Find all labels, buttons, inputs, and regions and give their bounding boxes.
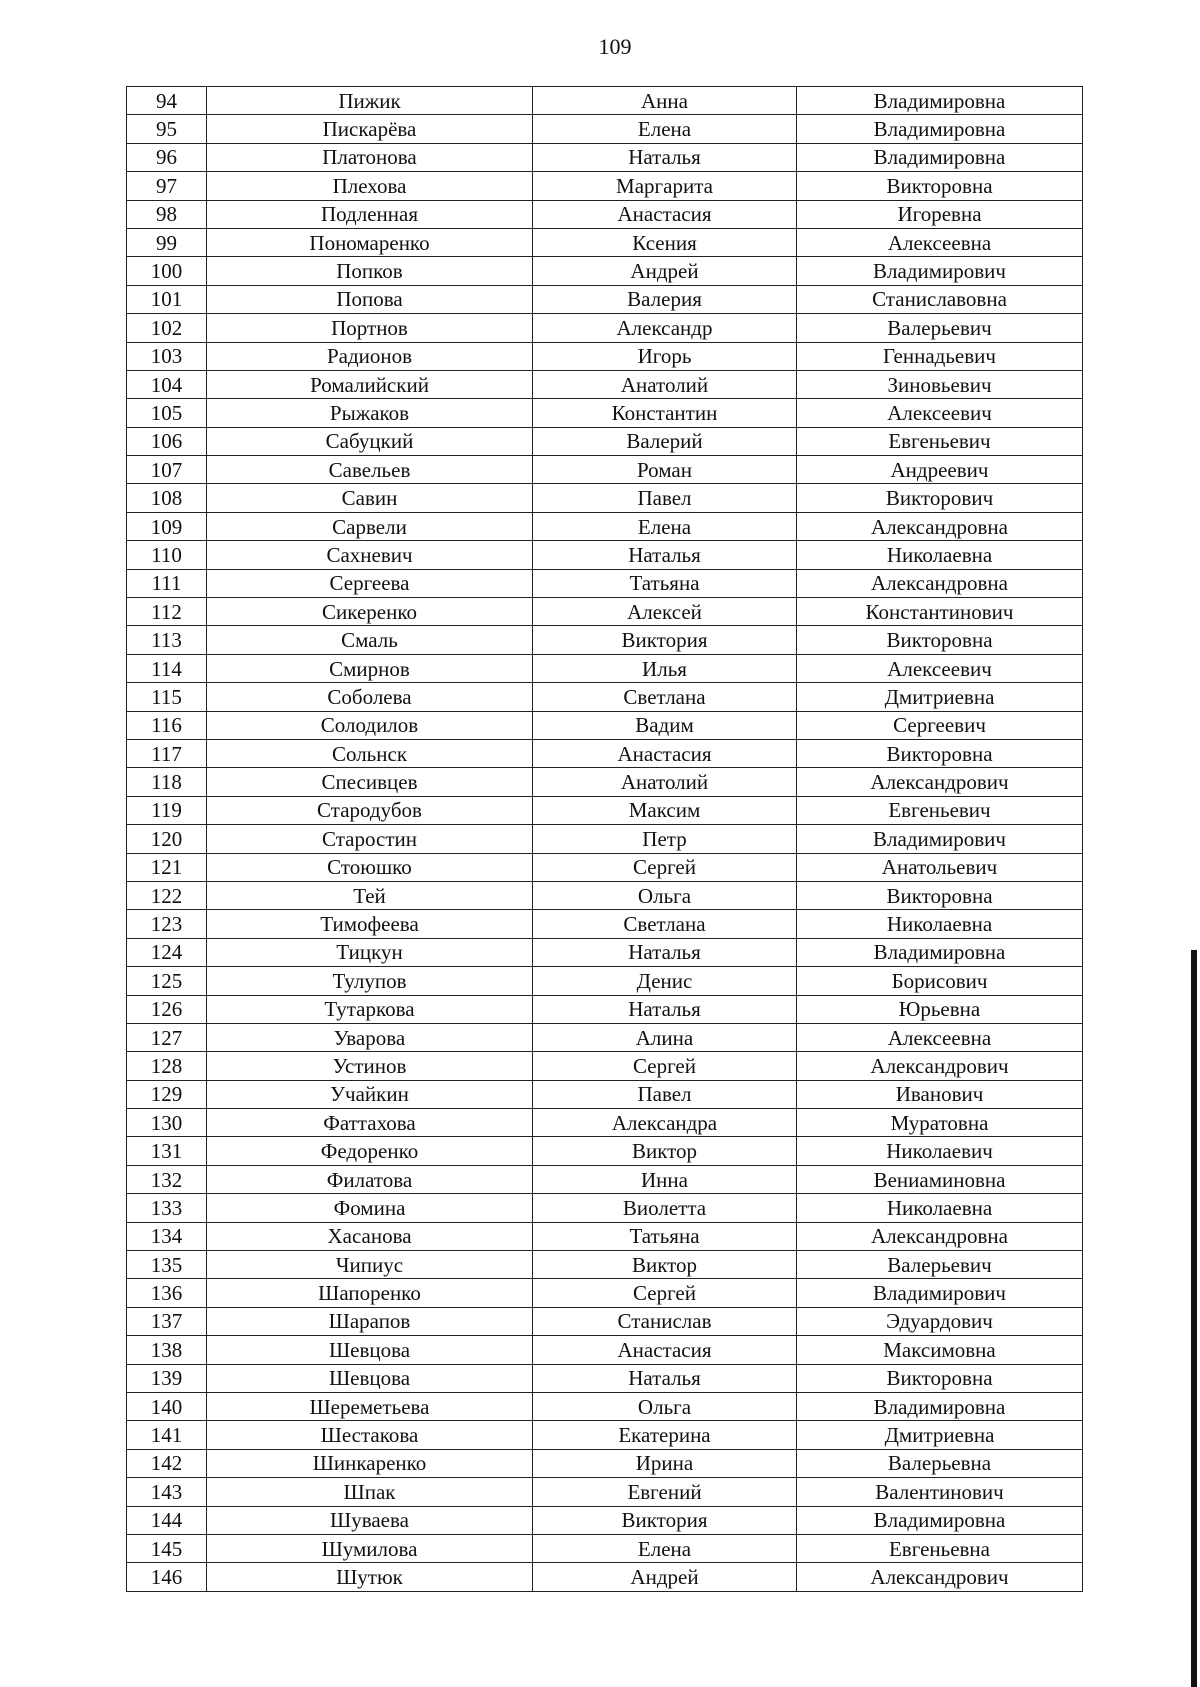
first-name-cell: Игорь [533, 342, 797, 370]
first-name-cell: Александра [533, 1109, 797, 1137]
row-number-cell: 124 [127, 938, 207, 966]
row-number-cell: 129 [127, 1080, 207, 1108]
last-name-cell: Солодилов [207, 711, 533, 739]
table-row [127, 484, 1083, 512]
first-name-cell: Наталья [533, 1364, 797, 1392]
roster-table [126, 86, 1083, 1592]
table-row [127, 995, 1083, 1023]
first-name-cell: Ольга [533, 881, 797, 909]
last-name-cell: Фомина [207, 1194, 533, 1222]
row-number-cell: 110 [127, 541, 207, 569]
first-name-cell: Константин [533, 399, 797, 427]
table-row [127, 1563, 1083, 1591]
row-number-cell: 99 [127, 228, 207, 256]
first-name-cell: Виктория [533, 1506, 797, 1534]
first-name-cell: Андрей [533, 1563, 797, 1591]
patronymic-cell: Николаевна [797, 1194, 1083, 1222]
first-name-cell: Роман [533, 456, 797, 484]
last-name-cell: Стародубов [207, 796, 533, 824]
patronymic-cell: Владимировна [797, 87, 1083, 115]
patronymic-cell: Андреевич [797, 456, 1083, 484]
patronymic-cell: Алексеевна [797, 228, 1083, 256]
patronymic-cell: Борисович [797, 967, 1083, 995]
row-number-cell: 134 [127, 1222, 207, 1250]
patronymic-cell: Алексеевич [797, 654, 1083, 682]
first-name-cell: Ирина [533, 1449, 797, 1477]
first-name-cell: Александр [533, 314, 797, 342]
last-name-cell: Сахневич [207, 541, 533, 569]
patronymic-cell: Викторовна [797, 881, 1083, 909]
first-name-cell: Алексей [533, 598, 797, 626]
table-row [127, 825, 1083, 853]
last-name-cell: Савин [207, 484, 533, 512]
patronymic-cell: Станиславовна [797, 285, 1083, 313]
table-row [127, 1364, 1083, 1392]
table-row [127, 1279, 1083, 1307]
last-name-cell: Шуваева [207, 1506, 533, 1534]
table-row [127, 314, 1083, 342]
table-row [127, 683, 1083, 711]
patronymic-cell: Валерьевна [797, 1449, 1083, 1477]
first-name-cell: Валерия [533, 285, 797, 313]
table-row [127, 1392, 1083, 1420]
last-name-cell: Учайкин [207, 1080, 533, 1108]
first-name-cell: Анна [533, 87, 797, 115]
last-name-cell: Уварова [207, 1023, 533, 1051]
row-number-cell: 123 [127, 910, 207, 938]
row-number-cell: 97 [127, 172, 207, 200]
first-name-cell: Павел [533, 484, 797, 512]
row-number-cell: 122 [127, 881, 207, 909]
last-name-cell: Пономаренко [207, 228, 533, 256]
table-row [127, 1478, 1083, 1506]
row-number-cell: 107 [127, 456, 207, 484]
first-name-cell: Виктор [533, 1251, 797, 1279]
table-row [127, 172, 1083, 200]
last-name-cell: Соболева [207, 683, 533, 711]
first-name-cell: Светлана [533, 910, 797, 938]
first-name-cell: Виолетта [533, 1194, 797, 1222]
table-row [127, 938, 1083, 966]
row-number-cell: 103 [127, 342, 207, 370]
row-number-cell: 125 [127, 967, 207, 995]
last-name-cell: Шинкаренко [207, 1449, 533, 1477]
last-name-cell: Попова [207, 285, 533, 313]
row-number-cell: 119 [127, 796, 207, 824]
last-name-cell: Савельев [207, 456, 533, 484]
first-name-cell: Максим [533, 796, 797, 824]
first-name-cell: Вадим [533, 711, 797, 739]
last-name-cell: Пижик [207, 87, 533, 115]
row-number-cell: 98 [127, 200, 207, 228]
last-name-cell: Рыжаков [207, 399, 533, 427]
row-number-cell: 126 [127, 995, 207, 1023]
row-number-cell: 131 [127, 1137, 207, 1165]
first-name-cell: Елена [533, 1534, 797, 1562]
row-number-cell: 118 [127, 768, 207, 796]
first-name-cell: Анастасия [533, 739, 797, 767]
first-name-cell: Наталья [533, 995, 797, 1023]
table-row [127, 768, 1083, 796]
first-name-cell: Татьяна [533, 1222, 797, 1250]
last-name-cell: Шпак [207, 1478, 533, 1506]
first-name-cell: Петр [533, 825, 797, 853]
patronymic-cell: Юрьевна [797, 995, 1083, 1023]
table-row [127, 1222, 1083, 1250]
table-row [127, 342, 1083, 370]
table-row [127, 257, 1083, 285]
row-number-cell: 115 [127, 683, 207, 711]
first-name-cell: Елена [533, 512, 797, 540]
table-row [127, 1080, 1083, 1108]
last-name-cell: Шапоренко [207, 1279, 533, 1307]
patronymic-cell: Александрович [797, 1563, 1083, 1591]
table-row [127, 1137, 1083, 1165]
table-row [127, 1449, 1083, 1477]
patronymic-cell: Владимирович [797, 257, 1083, 285]
patronymic-cell: Алексеевич [797, 399, 1083, 427]
row-number-cell: 94 [127, 87, 207, 115]
first-name-cell: Виктор [533, 1137, 797, 1165]
patronymic-cell: Дмитриевна [797, 683, 1083, 711]
last-name-cell: Сикеренко [207, 598, 533, 626]
first-name-cell: Татьяна [533, 569, 797, 597]
first-name-cell: Денис [533, 967, 797, 995]
patronymic-cell: Евгеньевич [797, 427, 1083, 455]
last-name-cell: Радионов [207, 342, 533, 370]
patronymic-cell: Зиновьевич [797, 370, 1083, 398]
table-row [127, 1194, 1083, 1222]
row-number-cell: 117 [127, 739, 207, 767]
roster-table-body [127, 87, 1083, 1592]
row-number-cell: 132 [127, 1165, 207, 1193]
first-name-cell: Анастасия [533, 1336, 797, 1364]
table-row [127, 1421, 1083, 1449]
table-row [127, 853, 1083, 881]
table-row [127, 569, 1083, 597]
table-row [127, 739, 1083, 767]
last-name-cell: Шереметьева [207, 1392, 533, 1420]
last-name-cell: Тутаркова [207, 995, 533, 1023]
last-name-cell: Сергеева [207, 569, 533, 597]
table-row [127, 1109, 1083, 1137]
first-name-cell: Маргарита [533, 172, 797, 200]
patronymic-cell: Владимировна [797, 143, 1083, 171]
row-number-cell: 112 [127, 598, 207, 626]
row-number-cell: 101 [127, 285, 207, 313]
patronymic-cell: Александрович [797, 1052, 1083, 1080]
last-name-cell: Филатова [207, 1165, 533, 1193]
last-name-cell: Тулупов [207, 967, 533, 995]
first-name-cell: Павел [533, 1080, 797, 1108]
patronymic-cell: Владимировна [797, 115, 1083, 143]
patronymic-cell: Александровна [797, 512, 1083, 540]
last-name-cell: Фаттахова [207, 1109, 533, 1137]
table-row [127, 427, 1083, 455]
patronymic-cell: Викторовна [797, 626, 1083, 654]
patronymic-cell: Алексеевна [797, 1023, 1083, 1051]
table-row [127, 115, 1083, 143]
patronymic-cell: Евгеньевич [797, 796, 1083, 824]
last-name-cell: Ромалийский [207, 370, 533, 398]
first-name-cell: Андрей [533, 257, 797, 285]
table-row [127, 541, 1083, 569]
last-name-cell: Тей [207, 881, 533, 909]
table-row [127, 1165, 1083, 1193]
patronymic-cell: Александровна [797, 1222, 1083, 1250]
table-row [127, 910, 1083, 938]
row-number-cell: 109 [127, 512, 207, 540]
table-row [127, 87, 1083, 115]
row-number-cell: 144 [127, 1506, 207, 1534]
patronymic-cell: Валентинович [797, 1478, 1083, 1506]
scan-edge-mark [1191, 950, 1197, 1687]
first-name-cell: Виктория [533, 626, 797, 654]
row-number-cell: 143 [127, 1478, 207, 1506]
patronymic-cell: Николаевич [797, 1137, 1083, 1165]
first-name-cell: Сергей [533, 1052, 797, 1080]
row-number-cell: 137 [127, 1307, 207, 1335]
patronymic-cell: Муратовна [797, 1109, 1083, 1137]
first-name-cell: Илья [533, 654, 797, 682]
patronymic-cell: Максимовна [797, 1336, 1083, 1364]
table-row [127, 399, 1083, 427]
table-row [127, 1307, 1083, 1335]
patronymic-cell: Александровна [797, 569, 1083, 597]
row-number-cell: 141 [127, 1421, 207, 1449]
table-row [127, 285, 1083, 313]
patronymic-cell: Вениаминовна [797, 1165, 1083, 1193]
row-number-cell: 130 [127, 1109, 207, 1137]
table-row [127, 1534, 1083, 1562]
first-name-cell: Светлана [533, 683, 797, 711]
last-name-cell: Смаль [207, 626, 533, 654]
row-number-cell: 95 [127, 115, 207, 143]
last-name-cell: Сольнск [207, 739, 533, 767]
last-name-cell: Шарапов [207, 1307, 533, 1335]
table-row [127, 1251, 1083, 1279]
last-name-cell: Попков [207, 257, 533, 285]
table-row [127, 512, 1083, 540]
table-row [127, 370, 1083, 398]
last-name-cell: Стоюшко [207, 853, 533, 881]
last-name-cell: Шевцова [207, 1364, 533, 1392]
patronymic-cell: Дмитриевна [797, 1421, 1083, 1449]
row-number-cell: 133 [127, 1194, 207, 1222]
row-number-cell: 138 [127, 1336, 207, 1364]
row-number-cell: 127 [127, 1023, 207, 1051]
last-name-cell: Плехова [207, 172, 533, 200]
first-name-cell: Инна [533, 1165, 797, 1193]
first-name-cell: Валерий [533, 427, 797, 455]
last-name-cell: Портнов [207, 314, 533, 342]
table-row [127, 654, 1083, 682]
patronymic-cell: Николаевна [797, 910, 1083, 938]
last-name-cell: Пискарёва [207, 115, 533, 143]
patronymic-cell: Евгеньевна [797, 1534, 1083, 1562]
last-name-cell: Шевцова [207, 1336, 533, 1364]
row-number-cell: 106 [127, 427, 207, 455]
first-name-cell: Екатерина [533, 1421, 797, 1449]
patronymic-cell: Владимировна [797, 1506, 1083, 1534]
row-number-cell: 136 [127, 1279, 207, 1307]
first-name-cell: Алина [533, 1023, 797, 1051]
table-row [127, 1506, 1083, 1534]
last-name-cell: Сабуцкий [207, 427, 533, 455]
patronymic-cell: Владимирович [797, 825, 1083, 853]
table-row [127, 1052, 1083, 1080]
row-number-cell: 104 [127, 370, 207, 398]
patronymic-cell: Валерьевич [797, 314, 1083, 342]
patronymic-cell: Геннадьевич [797, 342, 1083, 370]
last-name-cell: Чипиус [207, 1251, 533, 1279]
first-name-cell: Евгений [533, 1478, 797, 1506]
first-name-cell: Анатолий [533, 768, 797, 796]
last-name-cell: Устинов [207, 1052, 533, 1080]
last-name-cell: Тицкун [207, 938, 533, 966]
patronymic-cell: Викторовна [797, 172, 1083, 200]
patronymic-cell: Александрович [797, 768, 1083, 796]
table-row [127, 626, 1083, 654]
row-number-cell: 113 [127, 626, 207, 654]
first-name-cell: Сергей [533, 853, 797, 881]
first-name-cell: Наталья [533, 143, 797, 171]
row-number-cell: 135 [127, 1251, 207, 1279]
last-name-cell: Сарвели [207, 512, 533, 540]
row-number-cell: 100 [127, 257, 207, 285]
first-name-cell: Станислав [533, 1307, 797, 1335]
table-row [127, 796, 1083, 824]
table-row [127, 881, 1083, 909]
table-row [127, 1023, 1083, 1051]
row-number-cell: 108 [127, 484, 207, 512]
last-name-cell: Подленная [207, 200, 533, 228]
first-name-cell: Сергей [533, 1279, 797, 1307]
row-number-cell: 116 [127, 711, 207, 739]
row-number-cell: 105 [127, 399, 207, 427]
first-name-cell: Ольга [533, 1392, 797, 1420]
first-name-cell: Анастасия [533, 200, 797, 228]
patronymic-cell: Викторовна [797, 739, 1083, 767]
row-number-cell: 128 [127, 1052, 207, 1080]
patronymic-cell: Владимирович [797, 1279, 1083, 1307]
patronymic-cell: Викторович [797, 484, 1083, 512]
first-name-cell: Наталья [533, 541, 797, 569]
last-name-cell: Шутюк [207, 1563, 533, 1591]
table-row [127, 456, 1083, 484]
patronymic-cell: Сергеевич [797, 711, 1083, 739]
last-name-cell: Шестакова [207, 1421, 533, 1449]
table-row [127, 143, 1083, 171]
last-name-cell: Шумилова [207, 1534, 533, 1562]
row-number-cell: 139 [127, 1364, 207, 1392]
row-number-cell: 121 [127, 853, 207, 881]
patronymic-cell: Анатольевич [797, 853, 1083, 881]
table-row [127, 1336, 1083, 1364]
table-row [127, 598, 1083, 626]
patronymic-cell: Николаевна [797, 541, 1083, 569]
patronymic-cell: Константинович [797, 598, 1083, 626]
row-number-cell: 111 [127, 569, 207, 597]
table-row [127, 200, 1083, 228]
row-number-cell: 142 [127, 1449, 207, 1477]
row-number-cell: 140 [127, 1392, 207, 1420]
row-number-cell: 120 [127, 825, 207, 853]
patronymic-cell: Викторовна [797, 1364, 1083, 1392]
row-number-cell: 102 [127, 314, 207, 342]
patronymic-cell: Валерьевич [797, 1251, 1083, 1279]
last-name-cell: Смирнов [207, 654, 533, 682]
last-name-cell: Платонова [207, 143, 533, 171]
row-number-cell: 146 [127, 1563, 207, 1591]
first-name-cell: Ксения [533, 228, 797, 256]
first-name-cell: Елена [533, 115, 797, 143]
patronymic-cell: Владимировна [797, 938, 1083, 966]
first-name-cell: Анатолий [533, 370, 797, 398]
table-row [127, 967, 1083, 995]
last-name-cell: Федоренко [207, 1137, 533, 1165]
page-number: 109 [598, 34, 632, 59]
patronymic-cell: Иванович [797, 1080, 1083, 1108]
last-name-cell: Хасанова [207, 1222, 533, 1250]
last-name-cell: Старостин [207, 825, 533, 853]
first-name-cell: Наталья [533, 938, 797, 966]
patronymic-cell: Игоревна [797, 200, 1083, 228]
table-row [127, 228, 1083, 256]
patronymic-cell: Эдуардович [797, 1307, 1083, 1335]
patronymic-cell: Владимировна [797, 1392, 1083, 1420]
row-number-cell: 96 [127, 143, 207, 171]
table-row [127, 711, 1083, 739]
row-number-cell: 145 [127, 1534, 207, 1562]
row-number-cell: 114 [127, 654, 207, 682]
last-name-cell: Тимофеева [207, 910, 533, 938]
last-name-cell: Спесивцев [207, 768, 533, 796]
